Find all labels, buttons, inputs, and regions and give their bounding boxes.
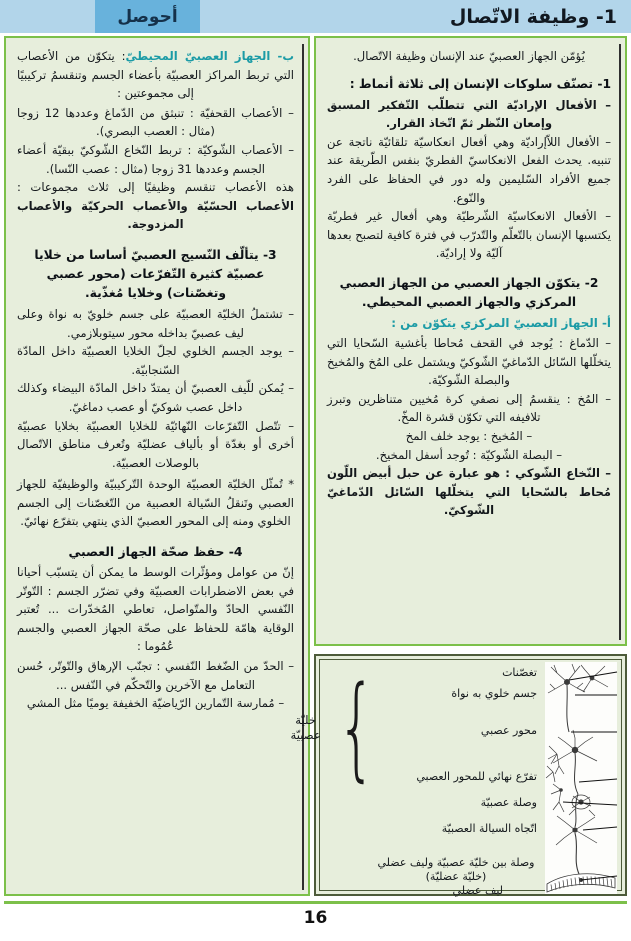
left-text-column <box>4 36 310 896</box>
label-nerve-cell: خليّة عصبيّة <box>290 713 321 742</box>
neuron-figure-box <box>290 654 627 897</box>
bullet-spinal-nerves: – الأعصاب الشّوكيّة : تربط النّخاع الشّوكيّ ببقيّة أعضاء الجسم وعددها 31 زوجا (مثال : عصب النّسا). <box>17 142 294 176</box>
page-body <box>4 36 627 896</box>
bullet-cerebellum: – المُخيخ : يوجد خلف المخ <box>405 428 533 443</box>
page-header <box>0 0 631 33</box>
page-number: 16 <box>303 908 328 928</box>
bullet-nerve-fiber-extension: – يُمكن للّيف العصبيّ أن يمتدّ داخل المادّة البيضاء وكذلك داخل عصب شوكيّ أو عصب دماغيّ. <box>17 381 294 414</box>
section-tab-ahawsil[interactable] <box>95 0 200 33</box>
label-dendrites: تغصّنات <box>502 666 537 679</box>
neuron-figure-labels <box>290 660 543 897</box>
nerves-summary-bold: الأعصاب الحسّيّة والأعصاب الحركيّة والأعصاب المزدوجة. <box>17 198 294 232</box>
bullet-medulla: – البصلة الشّوكيّة : تُوجد أسفل المخيخ. <box>375 447 563 462</box>
bullet-spinal-cord: – النّخاع الشّوكي : هو عبارة عن حبل أبيض اللّون مُحاط بالسّحايا التي يتخلّلها السّائل الدّماغيّ الشّوكيّ. <box>327 466 611 518</box>
bullet-brain: – الدّماغ : يُوجد في القحف مُحاطا بأغشية السّحايا التي يتخلّلها السّائل الدّماغيّ الشّوكيّ ويشتمل على المُخ والمُخيخ والبصلة الشّوكيّة. <box>327 335 611 388</box>
bullet-reduce-stress: – الحدّ من الضّغط النّفسي : تجنّب الإرهاق والتّوتّر، حُسن التعامل مع الآخرين والتّحكّم في النّفس ... <box>17 659 294 692</box>
subheading-peripheral-nervous-system <box>17 47 294 103</box>
lead-paragraph: يُؤمّن الجهاز العصبيّ عند الإنسان وظيفة الاتّصال. <box>353 49 585 63</box>
spacer <box>327 263 611 272</box>
label-impulse-direction: اتّجاه السيالة العصبيّة <box>441 822 537 835</box>
nerves-functional-summary <box>17 178 294 234</box>
label-terminal-branch: تفرّع نهائي للمحور العصبي <box>416 770 537 783</box>
label-cell-body: جسم خلوي به نواة <box>451 687 537 700</box>
page-title: 1- وظيفة الاتّصال <box>449 5 617 28</box>
bullet-cell-body-location: – يوجد الجسم الخلوي لجلّ الخلايا العصبيّة داخل المادّة السّنجابيّة. <box>17 344 294 377</box>
footer-divider <box>4 901 627 904</box>
label-neuromuscular-junction: وصلة بين خليّة عصبيّة وليف عضلي (خليّة عضليّة) <box>377 856 535 883</box>
bullet-cranial-nerves: – الأعصاب القحفيّة : تنبثق من الدّماغ وعددها 12 زوجا (مثال : العصب البصري). <box>17 105 294 139</box>
bullet-terminal-branches: – تتّصل التّفرّعات النّهائيّة للخلايا العصبيّة بخلايا عصبيّة أخرى أو بغدّة أو بألياف عضليّة وتُعرف مناطق الاتّصال بالوصلات العصبيّة. <box>17 418 294 470</box>
bullet-involuntary-actions: – الأفعال اللاّإراديّة وهي أفعال انعكاسيّة تلقائيّة ناتجة عن تنبيه. يحدث الفعل الانعكاسيّ الفطريّ بنفس الطّريقة عند جميع الأفراد السّليمين وله دور في الحفاظ على الفرد والنّوع. <box>327 134 611 205</box>
bullet-cerebrum: – المُخ : ينقسمُ إلى نصفي كرة مُخيين متناظرين وتبرز تلافيفه التي تكوّن قشرة المخّ. <box>327 391 611 425</box>
subheading-peripheral-rest: : يتكوّن من الأعصاب التي تربط المراكز العصبيّة بأعضاء الجسم وتنقسمُ تركيبيًا إلى مجموعتين : <box>17 49 294 101</box>
label-axon: محور عصبي <box>480 724 537 737</box>
subheading-peripheral-label: ب- الجهاز العصبيّ المحيطيّ <box>125 49 294 63</box>
subheading-central-nervous-system: أ- الجهاز العصبيّ المركزي يتكوّن من : <box>391 315 611 330</box>
curly-brace-icon: } <box>336 662 376 793</box>
label-muscle-fiber: ليف عضلي <box>452 884 503 897</box>
neuron-figure-inner <box>290 659 622 897</box>
nervous-health-paragraph: إنّ من عوامل ومؤثّرات الوسط ما يمكن أن يتسبّب أحيانا في بعض الاضطرابات العصبيّة وفي تضرّر الجسم : التّوتّر النّفسي الحادّ والمتّواصل، تعاطي المُخدّرات ... تُعتبر الوقاية هامّة للحفاظ على صحّة الجهاز العصبي والجسم عُمُوما : <box>17 565 294 654</box>
bullet-daily-exercise: – مُمارسة التّمارين الرّياضيّة الخفيفة يوميًا مثل المشي <box>26 696 285 711</box>
right-text-column <box>314 36 627 646</box>
neuron-brace-group <box>290 662 390 793</box>
heading-item-2: 2- يتكوّن الجهاز العصبي من الجهاز العصبي المركزي والجهاز العصبي المحيطي. <box>339 275 599 309</box>
section-tab-label: أحوصل <box>117 6 178 27</box>
star-note-neuron-unit: * تُمثّل الخليّة العصبيّة الوحدة التّركيبيّة والوظيفيّة للجهاز العصبي وتَنقلُ السّيالة العصبية من التّغصّنات إلى الجسم الخلوي ومنه إلى المحور العصبيّ الذي ينتهي بتفرّع نهائيّ. <box>17 477 294 529</box>
spacer <box>17 235 294 244</box>
bullet-voluntary-actions: – الأفعال الإراديّة التي تتطلّب التّفكير المسبق وإمعان النّظر ثمّ اتّخاذ القرار. <box>327 97 611 131</box>
heading-item-1: 1- تصنّف سلوكات الإنسان إلى ثلاثة أنماط : <box>349 76 611 91</box>
label-synapse: وصلة عصبيّة <box>480 796 537 809</box>
bullet-neuron-structure: – تشتملُ الخليّة العصبيّة على جسم خلويّ به نواة وعلى ليف عصبيّ بداخله محور سيتوبلازمي. <box>17 306 294 340</box>
nerves-summary-plain: هذه الأعصاب تنقسم وظيفيًا إلى ثلاث مجموعات : <box>17 180 294 195</box>
neuron-diagram-icon <box>545 662 617 894</box>
heading-item-3: 3- يتألّف النّسيج العصبيّ أساسا من خلايا عصبيّة كثيرة التّفرّعات (محور عصبي وتغصّنات) وخلايا مُغذّية. <box>34 247 277 300</box>
bullet-conditioned-reflex-actions: – الأفعال الانعكاسيّة الشّرطيّة وهي أفعال غير فطريّة يكتسبها الإنسان بالتّعلّم والتّدرّب في فترة كافية لتصبح بعدها آليّة ولا إراديّة. <box>327 209 611 261</box>
heading-item-4: 4- حفظ صحّة الجهاز العصبي <box>68 544 243 560</box>
